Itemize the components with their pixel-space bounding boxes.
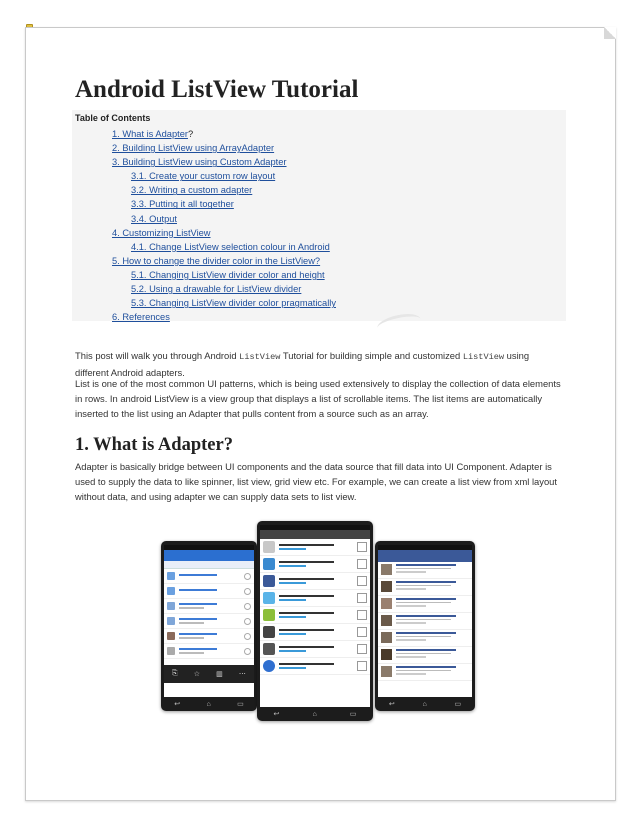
toc-item [72,169,336,183]
home-icon: ⌂ [422,700,427,708]
toc-list [72,127,336,324]
intro-paragraph-2: List is one of the most common UI patterns, which is being used extensively to display the collection of data elements in rows. In android ListView is a view group that displays a list of scrollable items. The list items are automatically inserted to the list using an Adapter that pulls content from a source such as an array. [75,378,561,419]
recent-icon: ▭ [237,701,244,708]
toc-link-divider-color-height[interactable]: 5.1. Changing ListView divider color and height [131,269,325,280]
table-of-contents [72,110,566,321]
intro-paragraph-1: This post will walk you through Android ListView Tutorial for building simple and customized ListView using different Android adapters. [75,350,530,378]
toc-item [72,141,336,155]
section1-paragraph: Adapter is basically bridge between UI components and the data source that fill data into UI Component. Adapter is used to supply the data to like spinner, list view, grid view etc. For example, we can create a list view from xml layout without data, and using adapter we can supply data sets to list view. [75,461,557,502]
toc-link-output[interactable]: 3.4. Output [131,213,177,224]
section-heading-what-is-adapter: 1. What is Adapter? [75,435,233,455]
share-icon: ⎘ [172,670,178,677]
page-title: Android ListView Tutorial [75,76,359,103]
toc-item [72,240,336,254]
toc-item [72,254,336,268]
toc-link-custom-row-layout[interactable]: 3.1. Create your custom row layout [131,171,276,182]
toc-link-custom-adapter[interactable]: 3. Building ListView using Custom Adapter [112,157,287,168]
toc-link-divider-color[interactable]: 5. How to change the divider color in the ListView? [112,255,321,266]
toc-item [72,212,336,226]
inline-code: ListView [239,352,281,362]
toc-item [72,226,336,240]
toc-link-divider-pragmatically[interactable]: 5.3. Changing ListView divider color pragmatically [131,298,336,309]
inline-code: ListView [462,352,505,362]
toc-item [72,183,336,197]
phone-facebook [375,541,475,711]
listview-screenshots-figure [161,521,476,721]
toc-link-selection-colour[interactable]: 4.1. Change ListView selection colour in Android [131,241,330,252]
toc-item [72,296,336,310]
toc-item [72,268,336,282]
toc-link-customizing-listview[interactable]: 4. Customizing ListView [112,227,211,238]
home-icon: ⌂ [312,710,317,718]
toc-link-arrayadapter[interactable]: 2. Building ListView using ArrayAdapter [112,143,275,154]
recent-icon: ▭ [454,701,462,708]
more-icon: ⋯ [238,671,246,678]
recent-icon: ▭ [349,711,357,718]
toc-link-what-is-adapter[interactable]: 1. What is Adapter [112,129,188,139]
back-icon: ↩ [273,711,280,718]
toc-item: 1. What is Adapter? [112,129,194,139]
toc-link-references[interactable]: 6. References [112,312,170,323]
toc-item [72,197,336,211]
page-fold-icon [604,27,616,39]
toc-item [72,282,336,296]
delete-icon: ▥ [216,671,223,678]
toc-link-drawable-divider[interactable]: 5.2. Using a drawable for ListView divider [131,284,302,295]
toc-heading: Table of Contents [75,113,151,123]
home-icon: ⌂ [206,700,211,708]
phone-dropbox [161,541,257,711]
toc-item [72,155,336,169]
back-icon: ↩ [388,701,395,708]
toc-link-putting-together[interactable]: 3.3. Putting it all together [131,199,234,210]
phone-cpu-list [257,521,373,721]
back-icon: ↩ [174,701,181,708]
star-icon: ☆ [193,671,201,678]
toc-item [72,310,336,324]
toc-link-writing-custom-adapter[interactable]: 3.2. Writing a custom adapter [131,185,253,196]
